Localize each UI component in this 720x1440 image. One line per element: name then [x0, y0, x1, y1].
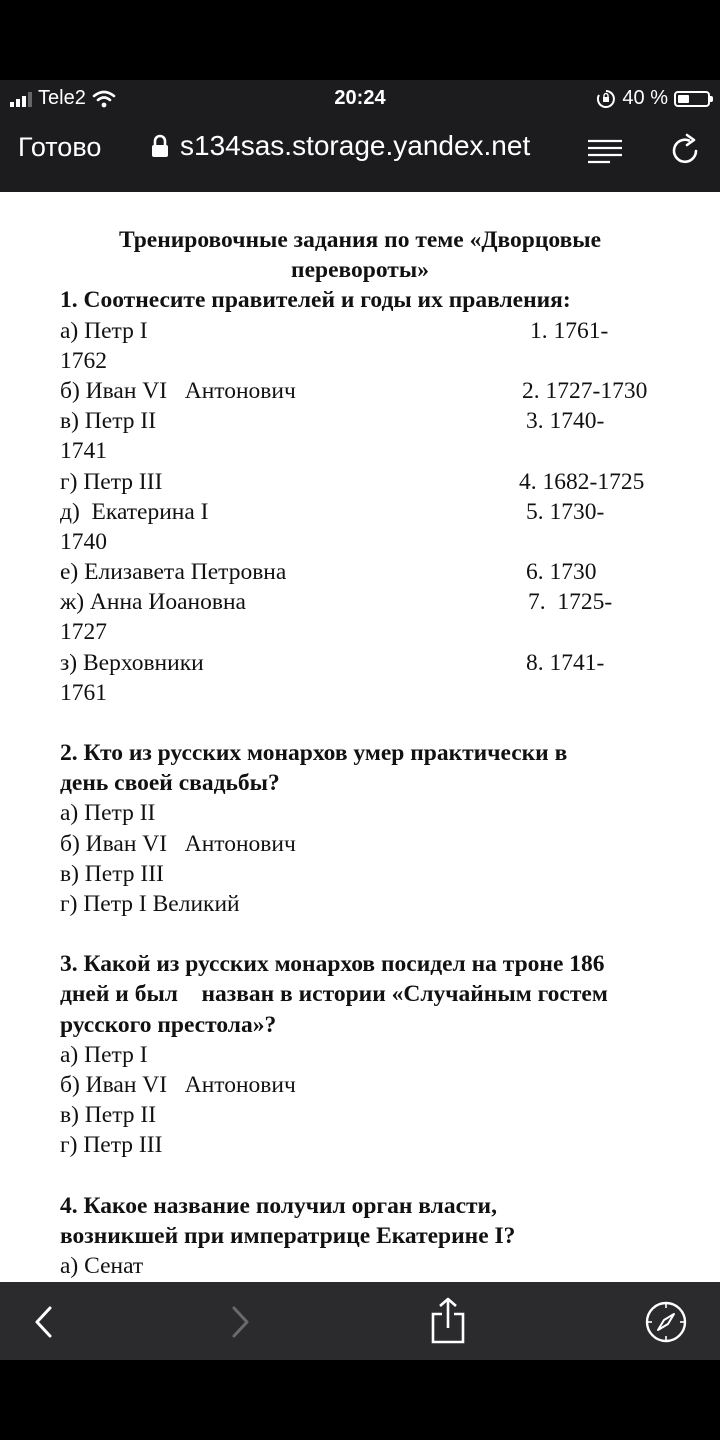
reign-years: 4. 1682-1725	[519, 468, 645, 495]
matching-row	[60, 497, 660, 527]
question-3-line-3: русского престола»?	[60, 1011, 277, 1038]
ruler-name: в) Петр II	[60, 408, 157, 435]
share-icon[interactable]	[428, 1296, 468, 1346]
reign-years: 3. 1740-	[526, 408, 605, 435]
reign-years: 6. 1730	[526, 559, 597, 586]
ruler-name: д) Екатерина I	[60, 498, 209, 525]
document-viewer[interactable]	[0, 192, 720, 1282]
matching-row	[60, 557, 660, 587]
q2-option: в) Петр III	[60, 860, 164, 887]
bottom-toolbar	[0, 1282, 720, 1360]
ruler-name: б) Иван VI Антонович	[60, 377, 296, 404]
address-bar[interactable]	[150, 130, 530, 162]
back-icon[interactable]	[32, 1304, 56, 1340]
matching-row	[60, 587, 660, 617]
battery-fill	[678, 95, 689, 103]
reign-years: 1. 1761-	[530, 317, 609, 344]
reign-years-wrap: 1727	[60, 619, 107, 646]
battery-icon	[674, 91, 710, 107]
ruler-name: а) Петр I	[60, 317, 148, 344]
q3-option: в) Петр II	[60, 1102, 157, 1129]
ruler-name: ж) Анна Иоановна	[60, 589, 246, 616]
q4-option: а) Сенат	[60, 1253, 144, 1280]
question-4-line-2: возникшей при императрице Екатерине I?	[60, 1222, 516, 1249]
q2-option: б) Иван VI Антонович	[60, 830, 296, 857]
reload-icon[interactable]	[668, 134, 702, 168]
lock-rotation-icon	[596, 89, 616, 109]
question-1: 1. Соотнесите правителей и годы их правления:	[60, 287, 571, 314]
matching-row	[60, 376, 660, 406]
reign-years: 5. 1730-	[526, 498, 605, 525]
document	[60, 225, 660, 1312]
matching-row	[60, 406, 660, 436]
done-button[interactable]: Готово	[18, 132, 102, 162]
reign-years-wrap: 1740	[60, 528, 107, 555]
lock-icon	[150, 134, 170, 158]
reign-years: 7. 1725-	[528, 589, 613, 616]
ruler-name: з) Верховники	[60, 649, 204, 676]
document-title: Тренировочные задания по теме «Дворцовые перевороты»	[118, 227, 602, 284]
browser-toolbar	[0, 118, 720, 192]
url-text: s134sas.storage.yandex.net	[180, 130, 531, 161]
reign-years-wrap: 1761	[60, 679, 107, 706]
reign-years: 2. 1727-1730	[522, 377, 648, 404]
question-2-line-1: 2. Кто из русских монархов умер практически в	[60, 740, 568, 767]
question-3-line-2: дней и был назван в истории «Случайным гостем	[60, 981, 608, 1008]
matching-row	[60, 467, 660, 497]
reign-years-wrap: 1762	[60, 347, 107, 374]
question-4-line-1: 4. Какое название получил орган власти,	[60, 1192, 497, 1219]
reader-icon[interactable]	[586, 138, 624, 164]
question-3-line-1: 3. Какой из русских монархов посидел на троне 186	[60, 951, 605, 978]
ruler-name: г) Петр III	[60, 468, 163, 495]
q2-option: г) Петр I Великий	[60, 891, 240, 918]
reign-years-wrap: 1741	[60, 438, 107, 465]
status-time: 20:24	[334, 87, 386, 109]
q2-option: а) Петр II	[60, 800, 156, 827]
compass-icon[interactable]	[644, 1300, 688, 1344]
forward-icon[interactable]	[228, 1304, 252, 1340]
question-2-line-2: день своей свадьбы?	[60, 770, 280, 797]
battery-percent: 40 %	[622, 87, 668, 109]
matching-row	[60, 316, 660, 346]
status-right	[596, 87, 710, 110]
q3-option: б) Иван VI Антонович	[60, 1072, 296, 1099]
carrier-label: Tele2	[38, 87, 86, 109]
q3-option: г) Петр III	[60, 1132, 163, 1159]
matching-row	[60, 648, 660, 678]
reign-years: 8. 1741-	[526, 649, 605, 676]
q3-option: а) Петр I	[60, 1041, 148, 1068]
ruler-name: е) Елизавета Петровна	[60, 559, 287, 586]
status-bar	[0, 80, 720, 118]
matching-table	[60, 316, 660, 708]
